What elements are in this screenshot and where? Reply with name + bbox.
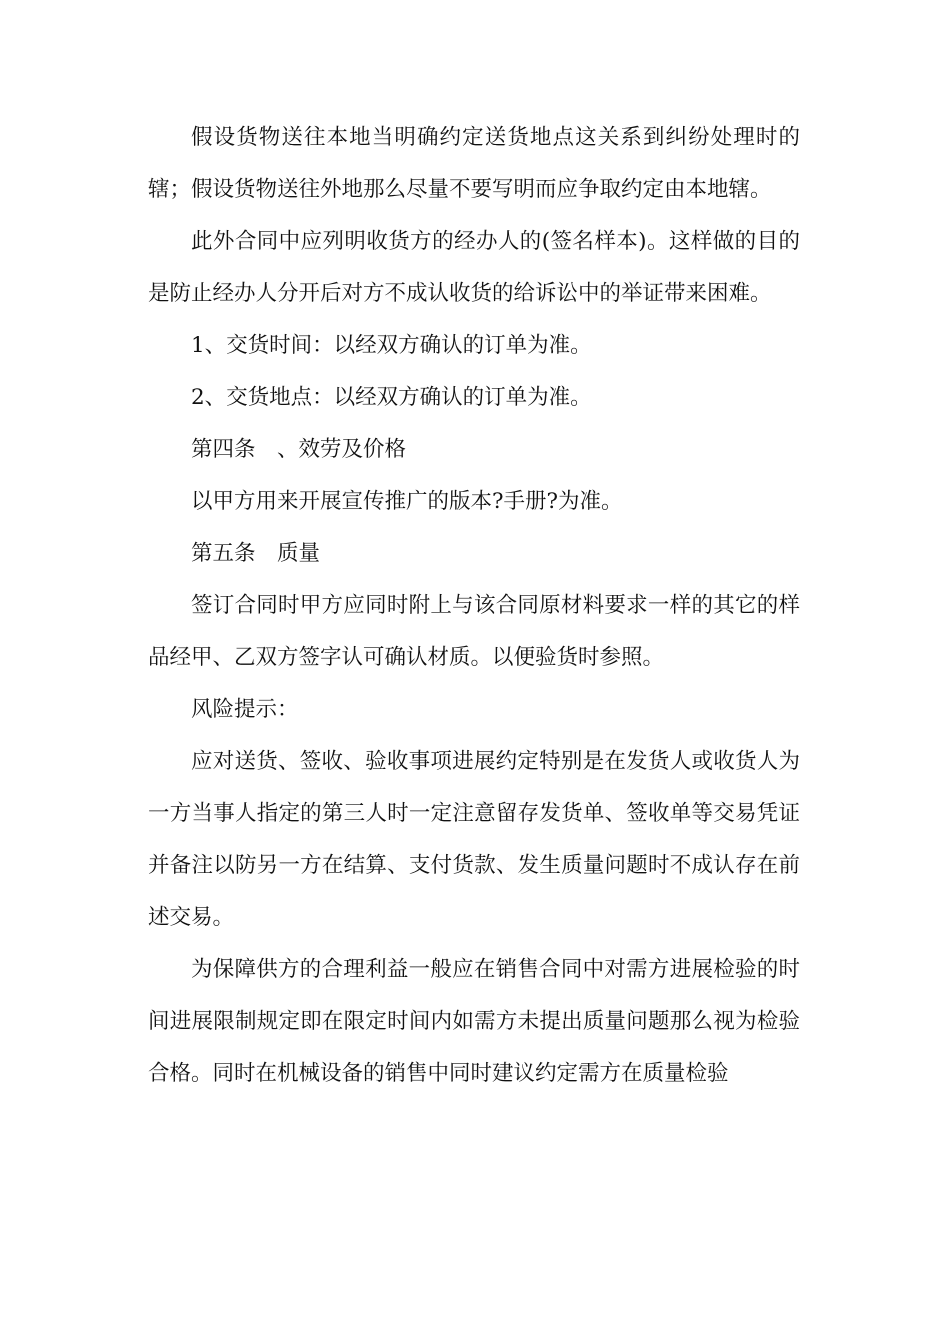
- paragraph-quality-samples: 签订合同时甲方应同时附上与该合同原材料要求一样的其它的样品经甲、乙双方签字认可确认材质。以便验货时参照。: [148, 593, 800, 670]
- heading-article-4: 第四条 、效劳及价格: [191, 437, 407, 462]
- paragraph-version-manual: 以甲方用来开展宣传推广的版本?手册?为准。: [191, 489, 623, 514]
- paragraph-signature-sample: 此外合同中应列明收货方的经办人的(签名样本)。这样做的目的是防止经办人分开后对方不成认收货的给诉讼中的举证带来困难。: [148, 229, 800, 306]
- heading-article-5: 第五条 质量: [191, 541, 321, 566]
- paragraph-inspection-limit: 为保障供方的合理利益一般应在销售合同中对需方进展检验的时间进展限制规定即在限定时间内如需方未提出质量问题那么视为检验合格。同时在机械设备的销售中同时建议约定需方在质量检验: [148, 957, 800, 1086]
- paragraph-delivery-time: 1、交货时间：以经双方确认的订单为准。: [191, 333, 592, 358]
- paragraph-delivery-place: 2、交货地点：以经双方确认的订单为准。: [191, 385, 592, 410]
- paragraph-risk-receipts: 应对送货、签收、验收事项进展约定特别是在发货人或收货人为一方当事人指定的第三人时一定注意留存发货单、签收单等交易凭证并备注以防另一方在结算、支付货款、发生质量问题时不成认存在前述交易。: [148, 749, 800, 930]
- paragraph-delivery-location: 假设货物送往本地当明确约定送货地点这关系到纠纷处理时的辖；假设货物送往外地那么尽量不要写明而应争取约定由本地辖。: [148, 125, 800, 202]
- document-body: [148, 112, 800, 1100]
- heading-risk-notice: 风险提示：: [191, 697, 299, 722]
